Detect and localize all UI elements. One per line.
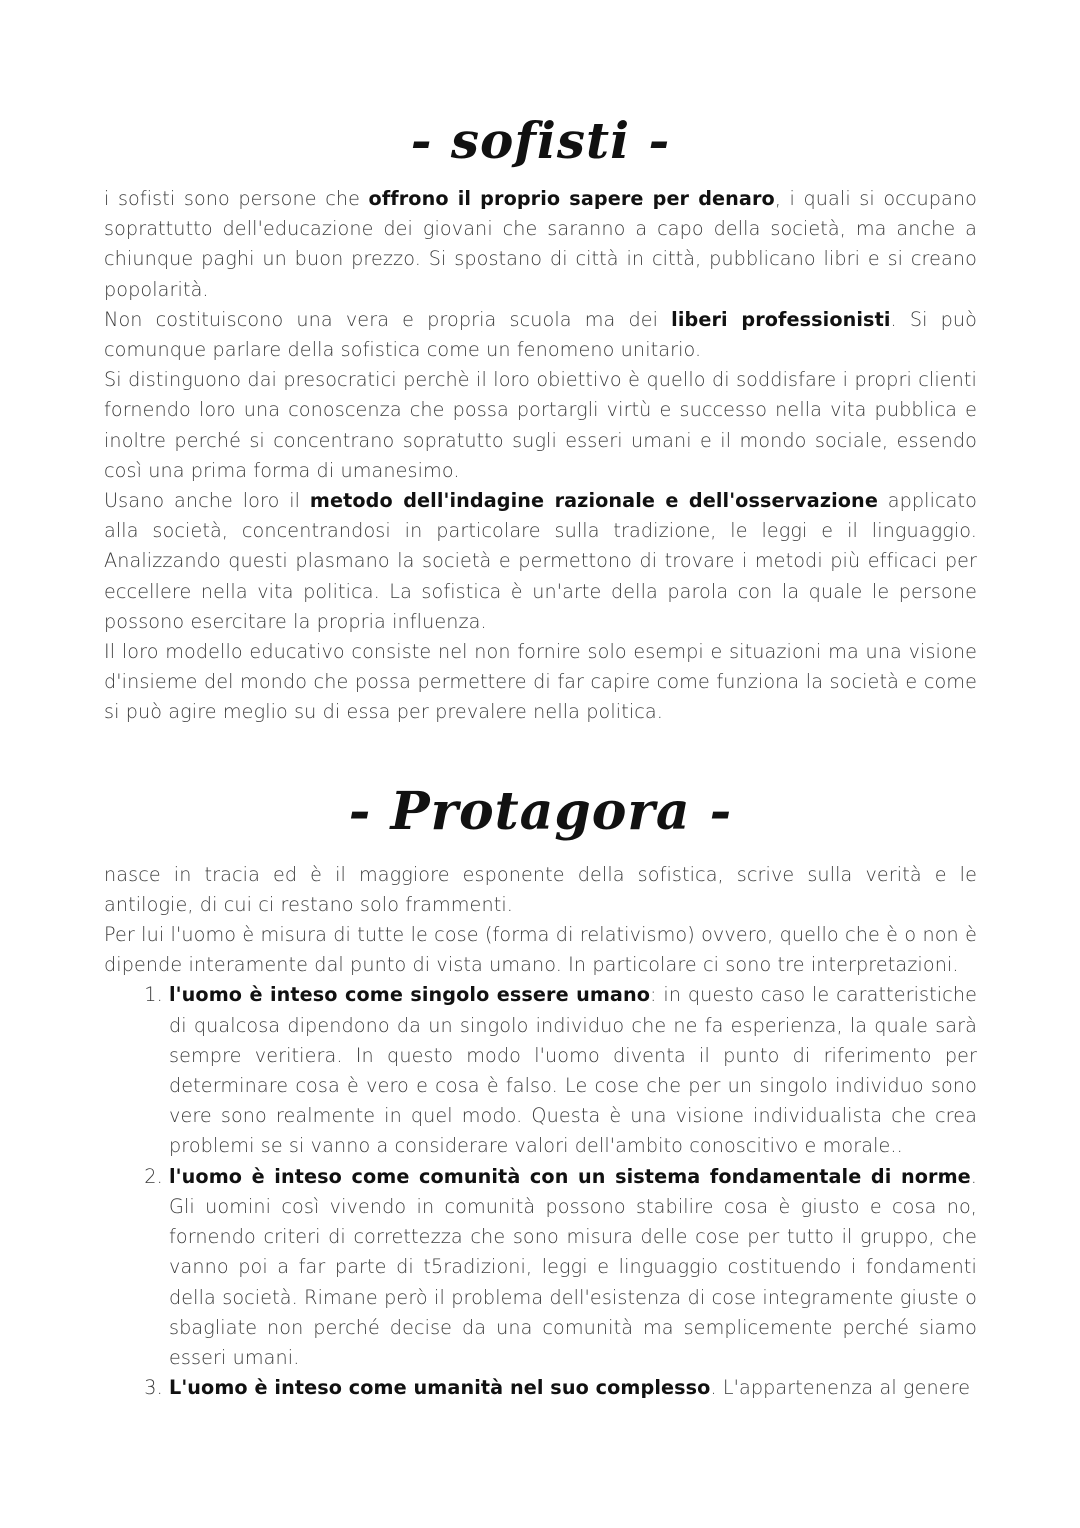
list-item-text: . Gli uomini così vivendo in comunità possono stabilire cosa è giusto e cosa no, fornendo criteri di correttezza che sono misura delle cose per tutto il gruppo, che vanno poi a far parte di t5radizioni, leggi e linguaggio costituendo i fondamenti della società. Rimane però il problema dell'esistenza di cose integramente giuste o sbagliate non perché decise da una comunità ma semplicemente perché siamo esseri umani. (169, 1164, 977, 1369)
paragraph-text: applicato alla società, concentrandosi in particolare sulla tradizione, le leggi e il linguaggio. Analizzando questi plasmano la società e permettono di trovare i metodi più efficaci per eccellere nella vita politica. La sofistica è un'arte della parola con la quale le persone possono esercitare la propria influenza. (104, 489, 977, 633)
list-item (169, 1373, 977, 1403)
paragraph-text: Usano anche loro il (104, 489, 310, 513)
paragraph-text: Per lui l'uomo è misura di tutte le cose (forma di relativismo) ovvero, quello che è o non è dipende interamente dal punto di vista umano. In particolare ci sono tre interpretazioni. (104, 923, 977, 977)
paragraph (104, 305, 977, 365)
list-item (169, 980, 977, 1161)
paragraph (104, 184, 977, 305)
bold-text: metodo dell'indagine razionale e dell'osservazione (309, 489, 878, 513)
bold-text: liberi professionisti (671, 307, 891, 331)
section-title-protagora: - Protagora - (348, 780, 733, 842)
paragraph-text: nasce in tracia ed è il maggiore esponente della sofistica, scrive sulla verità e le antilogie, di cui ci restano solo frammenti. (104, 862, 977, 916)
interpretations-list (104, 980, 977, 1403)
bold-text: offrono il proprio sapere per denaro (368, 187, 775, 210)
paragraph (104, 860, 977, 920)
bold-text: l'uomo è inteso come singolo essere umano (169, 983, 651, 1007)
paragraph-text: Si distinguono dai presocratici perchè il loro obiettivo è quello di soddisfare i propri clienti fornendo loro una conoscenza che possa portargli virtù e successo nella vita pubblica e inoltre perché si concentrano sopratutto sugli esseri umani e il mondo sociale, essendo così una prima forma di umanesimo. (104, 368, 977, 482)
section-title-sofisti: - sofisti - (410, 111, 671, 170)
paragraph-text: i sofisti sono persone che (104, 187, 369, 210)
list-item-text: : in questo caso le caratteristiche di qualcosa dipendono da un singolo individuo che ne fa esperienza, la quale sarà sempre veritiera. In questo modo l'uomo diventa il punto di riferimento per determinare cosa è vero e cosa è falso. Le cose che per un singolo individuo sono vere sono realmente in quel modo. Questa è una visione individualista che crea problemi se si vanno a considerare valori dell'ambito conoscitivo e morale.. (169, 983, 977, 1158)
paragraph-text: , i quali si occupano soprattutto dell'educazione dei giovani che saranno a capo della società, ma anche a chiunque paghi un buon prezzo. Si spostano di città in città, pubblicano libri e si creano popolarità. (104, 187, 977, 301)
paragraph-text: Il loro modello educativo consiste nel non fornire solo esempi e situazioni ma una visione d'insieme del mondo che possa permettere di far capire come funziona la società e come si può agire meglio su di essa per prevalere nella politica. (104, 640, 977, 724)
protagora-body (104, 860, 977, 1404)
paragraph (104, 920, 977, 980)
paragraph (104, 486, 977, 637)
paragraph-text: . Si può comunque parlare della sofistica come un fenomeno unitario. (104, 307, 978, 362)
list-item (169, 1162, 977, 1373)
bold-text: L'uomo è inteso come umanità nel suo complesso (169, 1376, 711, 1400)
sofisti-body (104, 184, 977, 728)
bold-text: l'uomo è inteso come comunità con un sistema fondamentale di norme (169, 1164, 971, 1188)
paragraph (104, 637, 977, 728)
paragraph (104, 365, 977, 486)
document-page (104, 100, 977, 1403)
paragraph-text: Non costituiscono una vera e propria scuola ma dei (104, 307, 672, 331)
list-item-text: . L'appartenenza al genere (710, 1376, 971, 1400)
